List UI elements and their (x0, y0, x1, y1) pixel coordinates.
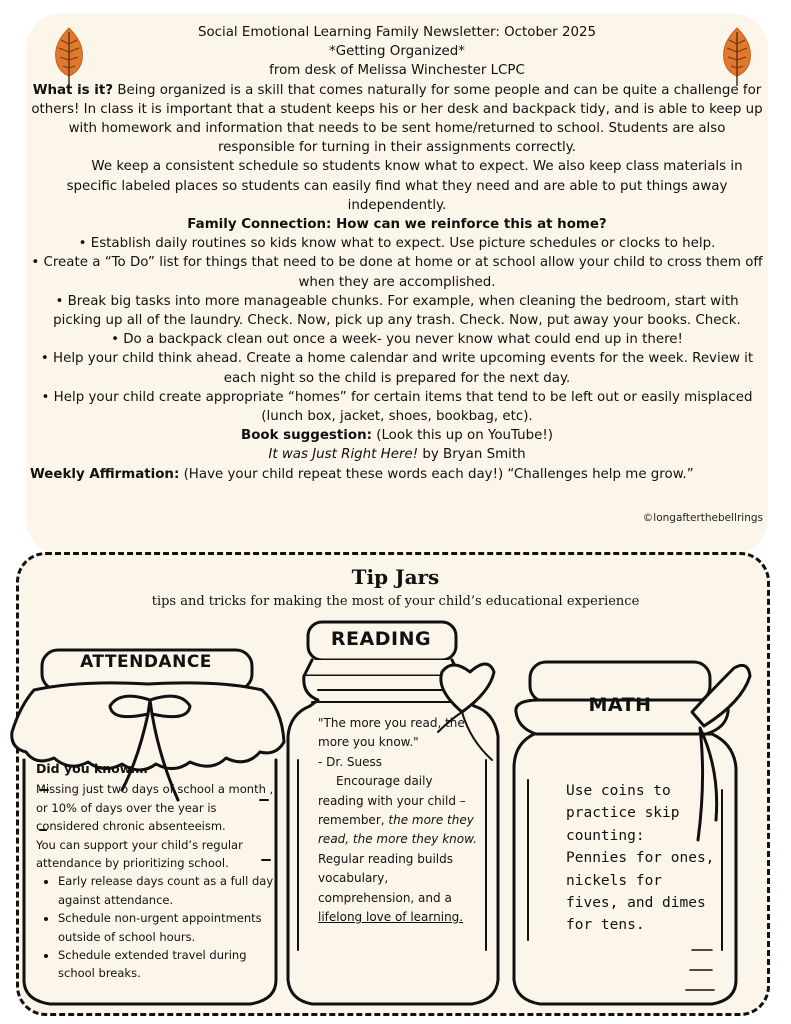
tip-bullet: • Establish daily routines so kids know what to expect. Use picture schedules or clocks to help. (78, 236, 716, 252)
tip-bullet: • Help your child think ahead. Create a home calendar and write upcoming events for the week. Review it each night so the child is prepared for the next day. (40, 351, 754, 386)
attendance-label: ATTENDANCE (80, 652, 212, 672)
math-label: MATH (588, 694, 652, 716)
did-you-know-heading: Did you know.… (36, 761, 148, 776)
reading-body: Encourage daily reading with your child – remember, the more they read, the more they know. Regular reading builds vocabulary, comprehension, and a lifelong love of learning. (318, 774, 477, 925)
attendance-list (36, 872, 276, 982)
tip-jars-subtitle: tips and tricks for making the most of your child’s educational experience (151, 594, 640, 609)
math-tip-1: Use coins to practice skip counting: (566, 783, 680, 844)
tip-bullet: • Create a “To Do” list for things that need to be done at home or at school allow your child to cross them off when they are accomplished. (31, 255, 763, 290)
book-author: by Bryan Smith (422, 447, 526, 463)
family-connection-heading: Family Connection: How can we reinforce this at home? (187, 217, 607, 233)
tip-bullet: • Do a backpack clean out once a week- you never know what could end up in there! (111, 332, 683, 348)
reading-quote: "The more you read, the more you know." (318, 716, 465, 750)
newsletter-subtitle: *Getting Organized* (329, 44, 465, 60)
book-note: (Look this up on YouTube!) (376, 428, 553, 444)
book-label: Book suggestion: (240, 428, 372, 444)
book-title: It was Just Right Here! (268, 447, 419, 463)
newsletter-author: from desk of Melissa Winchester LCPC (269, 63, 525, 79)
newsletter-title: Social Emotional Learning Family Newsletter: October 2025 (197, 25, 597, 40)
tip-bullet: • Help your child create appropriate “homes” for certain items that tend to be left out or easily misplaced (lunch box, jacket, shoes, bookbag, etc). (41, 389, 753, 425)
reading-tips (318, 714, 480, 927)
affirmation-label: Weekly Affirmation: (30, 466, 180, 482)
what-is-it-label: What is it? (32, 82, 114, 98)
attendance-support: You can support your child’s regular attendance by prioritizing school. (36, 837, 243, 871)
what-is-it-text: Being organized is a skill that comes naturally for some people and can be quite a challenge for others! In class it is important that a student keeps his or her desk and backpack tidy, and is able to keep up with homework and information that needs to be sent home/returned to school. Students are also responsible for turning in their assignments correctly. (31, 82, 763, 156)
list-item: • Early release days count as a full day against attendance. (58, 872, 276, 909)
tip-jars-title: Tip Jars (351, 565, 440, 589)
affirmation-text: (Have your child repeat these words each day!) “Challenges help me grow.” (183, 466, 694, 482)
credit-text: ©longafterthebellrings (642, 512, 763, 524)
reading-quote-author: - Dr. Suess (318, 754, 382, 769)
list-item: • Schedule extended travel during school breaks. (58, 946, 276, 983)
list-item: • Schedule non-urgent appointments outside of school hours. (58, 909, 276, 946)
attendance-fact: Missing just two days of school a month , or 10% of days over the year is considered chronic absenteeism. (36, 782, 274, 834)
attendance-tips (36, 760, 276, 983)
math-tips (566, 780, 716, 937)
math-tip-2: Pennies for ones, nickels for fives, and dimes for tens. (566, 850, 715, 934)
tip-bullet: • Break big tasks into more manageable chunks. For example, when cleaning the bedroom, start with picking up all of the laundry. Check. Now, pick up any trash. Check. Now, put away your books. Check. (53, 293, 741, 329)
reading-label: READING (330, 628, 432, 650)
class-paragraph: We keep a consistent schedule so students know what to expect. We also keep class materials in specific labeled places so students can easily find what they need and are able to put things away independently. (66, 159, 743, 213)
